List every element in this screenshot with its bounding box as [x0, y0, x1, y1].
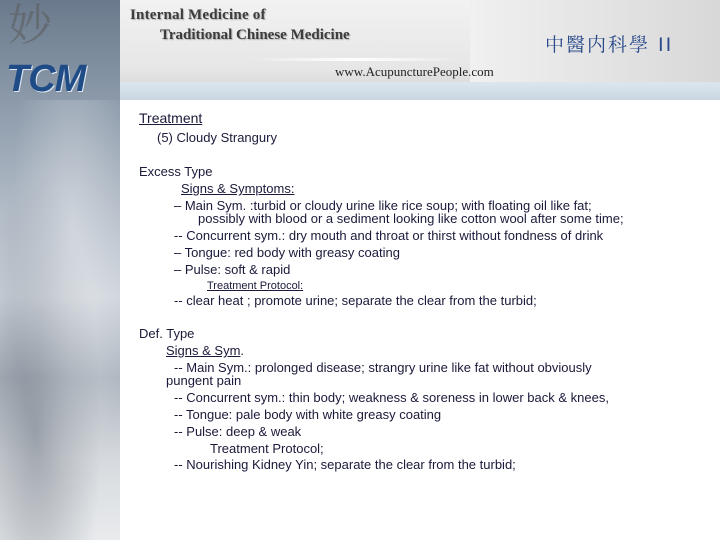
deficiency-tongue: -- Tongue: pale body with white greasy coating: [174, 407, 442, 422]
deficiency-main-sym-line2: pungent pain: [166, 373, 242, 388]
deficiency-protocol: -- Nourishing Kidney Yin; separate the clear from the turbid;: [174, 457, 516, 472]
deficiency-signs-label: Signs & Sym: [166, 343, 241, 358]
excess-concurrent-sym: -- Concurrent sym.: dry mouth and throat or thirst without fondness of drink: [174, 228, 604, 243]
excess-signs-label: Signs & Symptoms:: [181, 181, 295, 196]
deficiency-concurrent-sym: -- Concurrent sym.: thin body; weakness & soreness in lower back & knees,: [174, 390, 609, 405]
header-title-line1: Internal Medicine of: [130, 7, 266, 23]
chinese-title: 中醫内科學 II: [545, 34, 674, 56]
excess-main-sym-line1: – Main Sym. :turbid or cloudy urine like rice soup; with floating oil like fat;: [174, 198, 592, 213]
slide-heading: Treatment: [139, 110, 203, 126]
deficiency-protocol-label: Treatment Protocol;: [210, 441, 324, 456]
deficiency-type-label: Def. Type: [139, 326, 195, 341]
deficiency-signs-dot: .: [240, 343, 245, 358]
website-url: www.AcupuncturePeople.com: [335, 64, 494, 79]
deficiency-main-sym-line1: -- Main Sym.: prolonged disease; strangry urine like fat without obviously: [174, 360, 592, 375]
deficiency-pulse: -- Pulse: deep & weak: [174, 424, 302, 439]
slide-subheading: (5) Cloudy Strangury: [157, 130, 277, 145]
excess-protocol: -- clear heat ; promote urine; separate the clear from the turbid;: [174, 293, 537, 308]
excess-main-sym-line2: possibly with blood or a sediment looking like cotton wool after some time;: [198, 211, 624, 226]
deficiency-signs-row: [166, 343, 244, 359]
tcm-logo: TCM: [6, 58, 86, 100]
excess-tongue: – Tongue: red body with greasy coating: [174, 245, 400, 260]
excess-type-label: Excess Type: [139, 164, 213, 179]
calligraphy-decor: 妙: [8, 0, 52, 51]
excess-protocol-label: Treatment Protocol:: [207, 280, 304, 292]
excess-pulse: – Pulse: soft & rapid: [174, 262, 291, 277]
header-title-line2: Traditional Chinese Medicine: [160, 27, 350, 43]
